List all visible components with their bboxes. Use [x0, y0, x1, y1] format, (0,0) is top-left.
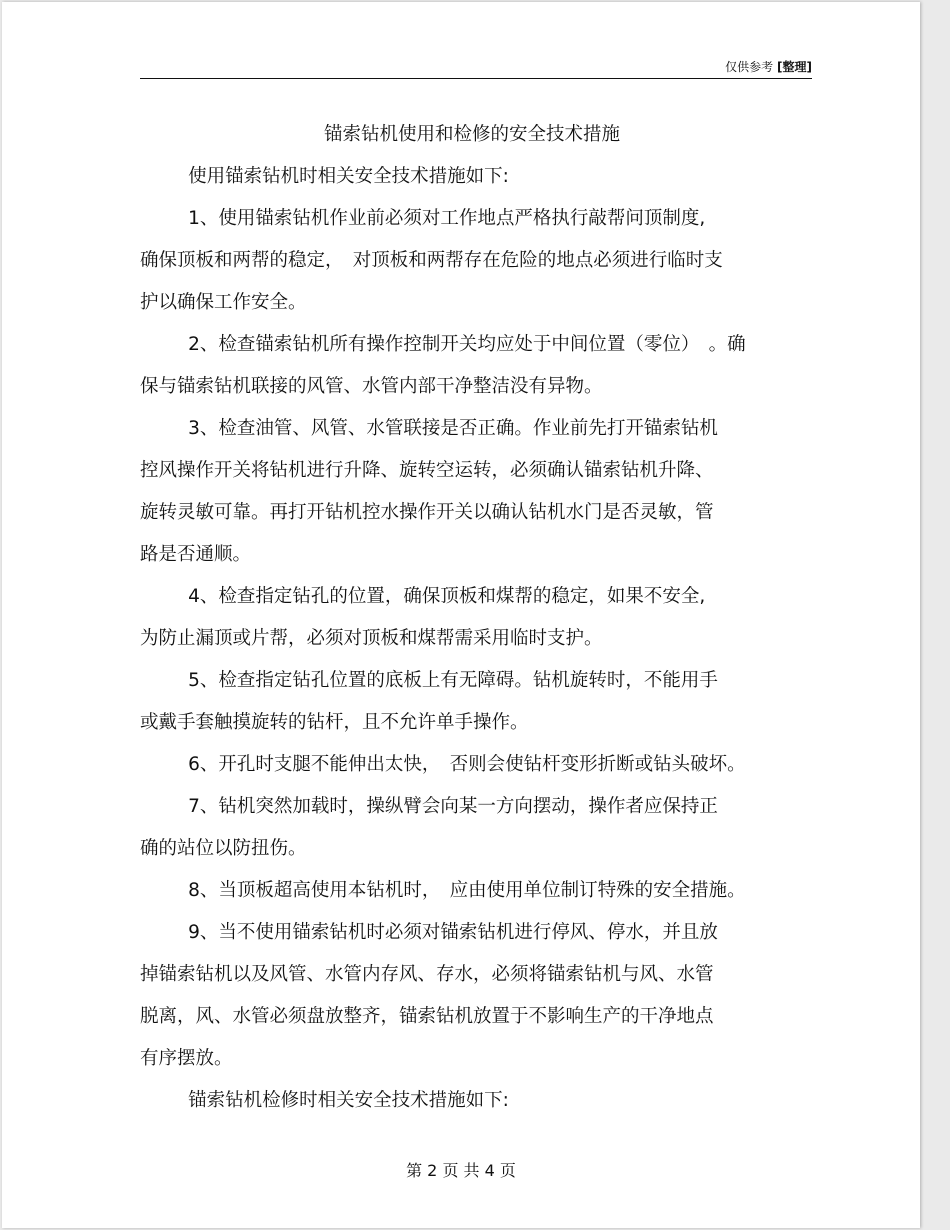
text-line: 脱离，风、水管必须盘放整齐，锚索钻机放置于不影响生产的干净地点	[140, 1006, 714, 1027]
text-line: 6、开孔时支腿不能伸出太快， 否则会使钻杆变形折断或钻头破坏。	[188, 754, 746, 775]
text-line: 掉锚索钻机以及风管、水管内存风、存水，必须将锚索钻机与风、水管	[140, 964, 714, 985]
document-page	[2, 2, 920, 1228]
text-line: 控风操作开关将钻机进行升降、旋转空运转，必须确认锚索钻机升降、	[140, 460, 714, 481]
paragraph	[140, 1080, 820, 1122]
text-line: 为防止漏顶或片帮，必须对顶板和煤帮需采用临时支护。	[140, 628, 603, 649]
text-line: 4、检查指定钻孔的位置，确保顶板和煤帮的稳定，如果不安全,	[188, 586, 706, 607]
text-line: 路是否通顺。	[140, 544, 252, 565]
reference-label: 仅供参考	[725, 60, 774, 74]
text-line: 5、检查指定钻孔位置的底板上有无障碍。钻机旋转时，不能用手	[188, 670, 718, 691]
paragraph-list	[140, 156, 820, 1122]
text-line: 确的站位以防扭伤。	[140, 838, 307, 859]
header-tag: [整理]	[777, 60, 812, 74]
text-line: 3、检查油管、风管、水管联接是否正确。作业前先打开锚索钻机	[188, 418, 718, 439]
paragraph	[140, 408, 820, 576]
text-line: 护以确保工作安全。	[140, 292, 307, 313]
text-line: 或戴手套触摸旋转的钻杆，且不允许单手操作。	[140, 712, 529, 733]
paragraph	[140, 660, 820, 744]
text-line: 7、钻机突然加载时，操纵臂会向某一方向摆动，操作者应保持正	[188, 796, 718, 817]
text-line: 确保顶板和两帮的稳定， 对顶板和两帮存在危险的地点必须进行临时支	[140, 250, 723, 271]
text-line: 锚索钻机检修时相关安全技术措施如下:	[188, 1090, 509, 1111]
text-line: 旋转灵敏可靠。再打开钻机控水操作开关以确认钻机水门是否灵敏，管	[140, 502, 714, 523]
paragraph	[140, 912, 820, 1080]
paragraph	[140, 744, 820, 786]
text-line: 9、当不使用锚索钻机时必须对锚索钻机进行停风、停水，并且放	[188, 922, 718, 943]
text-line: 2、检查锚索钻机所有操作控制开关均应处于中间位置（零位） 。确	[188, 334, 746, 355]
text-line: 8、当顶板超高使用本钻机时， 应由使用单位制订特殊的安全措施。	[188, 880, 746, 901]
paragraph	[140, 198, 820, 324]
paragraph	[140, 324, 820, 408]
paragraph	[140, 576, 820, 660]
document-title: 锚索钻机使用和检修的安全技术措施	[323, 124, 620, 145]
text-line: 保与锚索钻机联接的风管、水管内部干净整洁没有异物。	[140, 376, 603, 397]
page-header	[140, 58, 812, 75]
header-rule	[140, 78, 812, 79]
paragraph	[140, 870, 820, 912]
paragraph	[140, 786, 820, 870]
text-line: 使用锚索钻机时相关安全技术措施如下:	[188, 166, 509, 187]
paragraph	[140, 156, 820, 198]
text-line: 有序摆放。	[140, 1048, 233, 1069]
document-body	[140, 114, 820, 1122]
text-line: 1、使用锚索钻机作业前必须对工作地点严格执行敲帮问顶制度,	[188, 208, 706, 229]
page-number: 第 2 页 共 4 页	[406, 1161, 516, 1180]
